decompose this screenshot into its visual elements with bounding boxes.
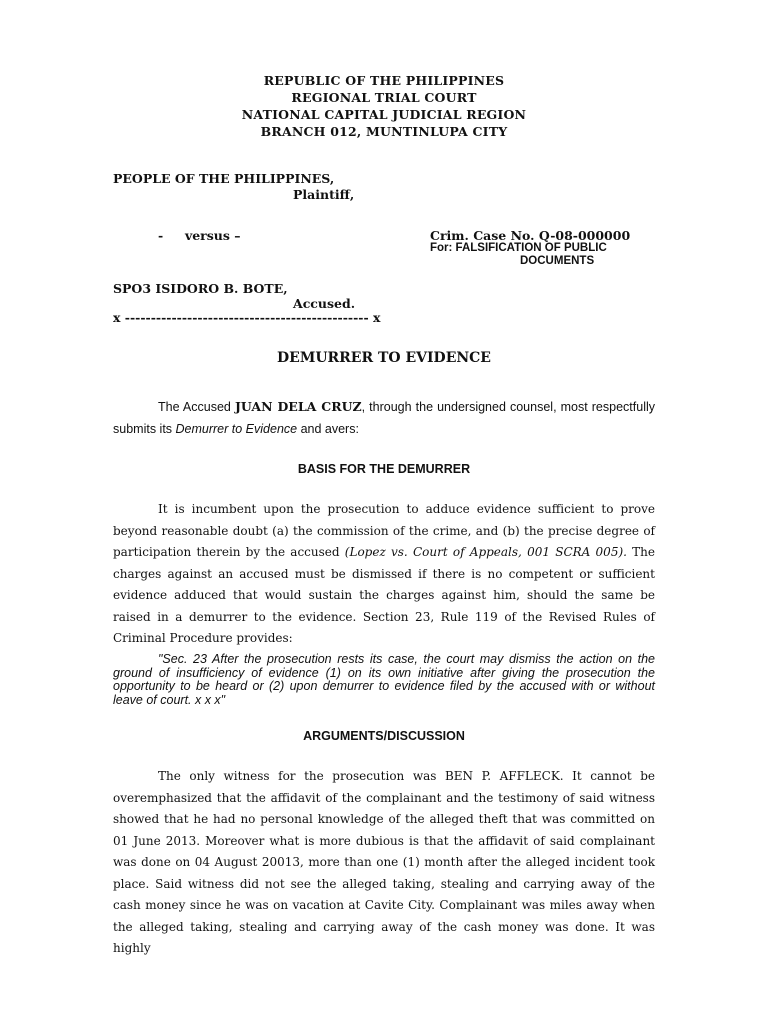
intro-paragraph (113, 396, 655, 440)
accused-role: Accused. (293, 296, 356, 311)
header-region: NATIONAL CAPITAL JUDICIAL REGION (241, 107, 527, 122)
plaintiff-role: Plaintiff, (293, 187, 355, 202)
basis-text-a: It is incumbent upon the prosecution to adduce evidence sufficient to prove beyond reasonable doubt (a) the commission of the crime, and (b) the precise degree of participation therein by the accused (113, 502, 655, 559)
case-charge-line1: For: FALSIFICATION OF PUBLIC (430, 242, 607, 254)
case-charge-line2: DOCUMENTS (520, 255, 595, 267)
accused-name-inline: JUAN DELA CRUZ (234, 399, 362, 414)
section-heading-basis: BASIS FOR THE DEMURRER (297, 462, 471, 476)
arguments-paragraph: The only witness for the prosecution was BEN P. AFFLECK. It cannot be overemphasized that the affidavit of the complainant and the testimony of said witness showed that he had no personal knowledge of the alleged theft that was committed on 01 June 2013. Moreover what is more dubious is that the affidavit of said complainant was done on 04 August 20013, more than one (1) month after the alleged incident took place. Said witness did not see the alleged taking, stealing and carrying away of the cash money since he was on vacation at Cavite City. Complainant was miles away when the alleged taking, stealing and carrying away of the cash money was done. It was highly (113, 769, 655, 955)
caption-divider: x ----------------------------------------------- x (113, 310, 381, 325)
intro-text-b: , through the undersigned counsel, most respectfully submits its (113, 400, 655, 436)
case-number: Crim. Case No. Q-08-000000 (430, 228, 631, 243)
intro-text-c: and avers: (297, 421, 359, 436)
intro-emphasis: Demurrer to Evidence (175, 421, 298, 436)
quoted-rule: "Sec. 23 After the prosecution rests its case, the court may dismiss the action on the ground of insufficiency of evidence (1) on its own initiative after giving the prosecution the opportunity to be heard or (2) upon demurrer to evidence filed by the accused with or without leave of court. x x x" (113, 652, 655, 707)
header-branch: BRANCH 012, MUNTINLUPA CITY (260, 124, 508, 139)
section-heading-arguments: ARGUMENTS/DISCUSSION (303, 729, 465, 743)
court-header (0, 72, 768, 140)
basis-citation: (Lopez vs. Court of Appeals, 001 SCRA 005). (344, 545, 627, 559)
basis-paragraph (113, 499, 655, 650)
header-republic: REPUBLIC OF THE PHILIPPINES (263, 73, 505, 88)
intro-text-a: The Accused (158, 400, 235, 414)
basis-text-b: The charges against an accused must be dismissed if there is no competent or sufficient evidence adduced that would sustain the charges against him, should the same be raised in a demurrer to the evidence. Section 23, Rule 119 of the Revised Rules of Criminal Procedure provides: (113, 545, 656, 645)
document-title: DEMURRER TO EVIDENCE (277, 350, 491, 366)
accused-name: SPO3 ISIDORO B. BOTE, (113, 281, 288, 296)
header-court: REGIONAL TRIAL COURT (291, 90, 477, 105)
versus-label: - versus – (158, 228, 241, 243)
plaintiff-name: PEOPLE OF THE PHILIPPINES, (113, 171, 335, 186)
